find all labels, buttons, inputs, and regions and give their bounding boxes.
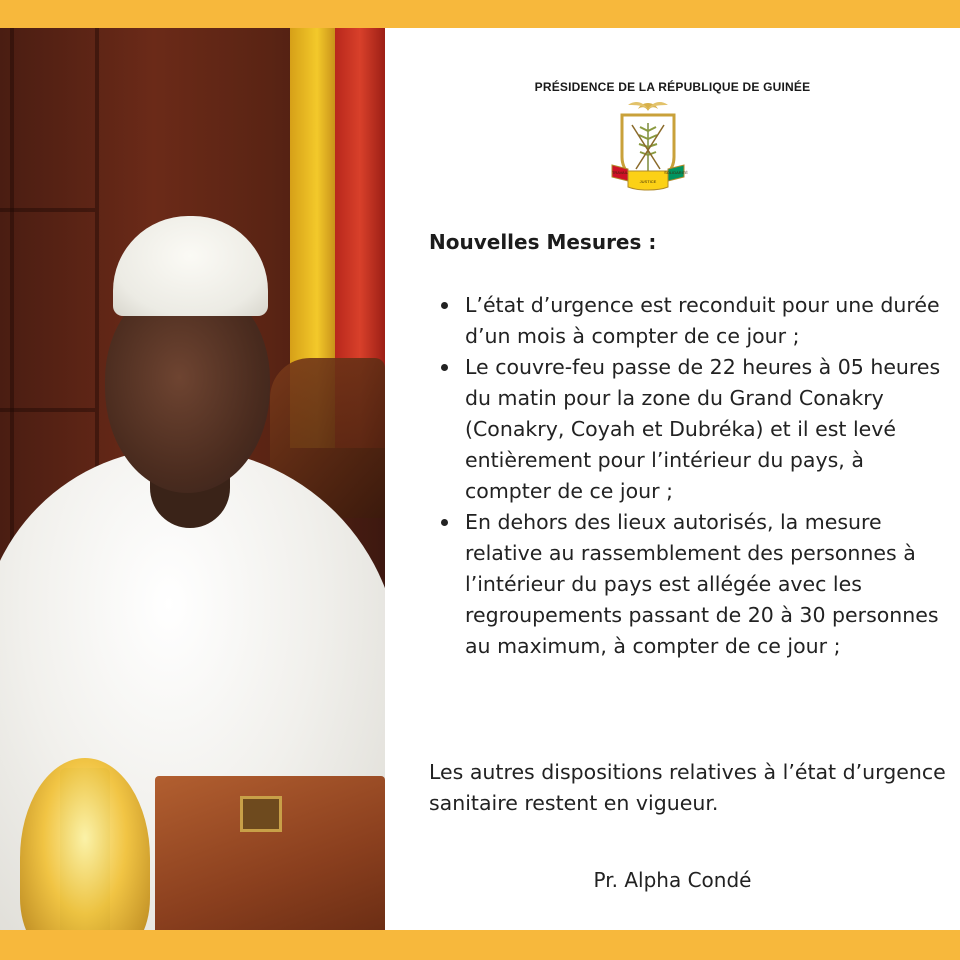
- wood-panel-line: [0, 208, 95, 212]
- motto-right: SOLIDARITÉ: [664, 170, 688, 175]
- closing-statement: Les autres dispositions relatives à l’état d’urgence sanitaire restent en vigueur.: [429, 760, 946, 815]
- motto-left: TRAVAIL: [611, 170, 629, 175]
- box-clasp: [240, 796, 282, 832]
- measures-heading: Nouvelles Mesures :: [429, 230, 657, 254]
- communique-panel: [385, 28, 960, 930]
- bullet-icon: [441, 519, 448, 526]
- president-photo: [0, 28, 385, 930]
- list-item: [429, 290, 949, 352]
- bullet-icon: [441, 302, 448, 309]
- wood-panel-line: [0, 408, 95, 412]
- list-item: [429, 507, 949, 662]
- guinea-coat-of-arms-icon: [598, 95, 698, 200]
- institution-header: PRÉSIDENCE DE LA RÉPUBLIQUE DE GUINÉE: [534, 80, 811, 94]
- measure-text: Le couvre-feu passe de 22 heures à 05 heures du matin pour la zone du Grand Conakry (Conakry, Coyah et Dubréka) et il est levé entièrement pour l’intérieur du pays, à compter de ce jour ;: [465, 355, 941, 503]
- list-item: [429, 352, 949, 507]
- motto-center: JUSTICE: [639, 179, 657, 184]
- signature: Pr. Alpha Condé: [593, 868, 752, 892]
- measures-list: [429, 290, 949, 662]
- measure-text: L’état d’urgence est reconduit pour une durée d’un mois à compter de ce jour ;: [465, 293, 940, 348]
- bullet-icon: [441, 364, 448, 371]
- white-cap: [113, 216, 268, 316]
- measure-text: En dehors des lieux autorisés, la mesure relative au rassemblement des personnes à l’intérieur du pays est allégée avec les regroupements passant de 20 à 30 personnes au maximum, à compter de ce jour ;: [465, 510, 939, 658]
